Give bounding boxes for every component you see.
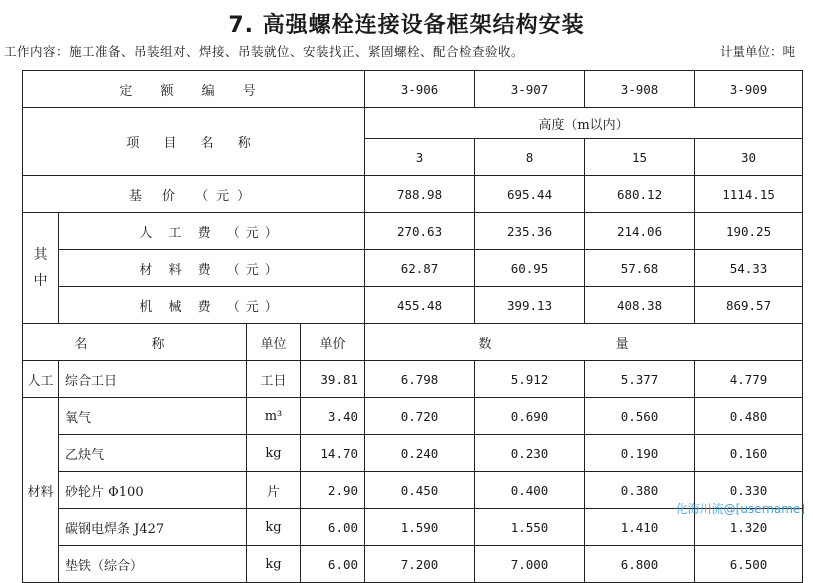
material-unit: 片 xyxy=(247,472,301,509)
row-base-price xyxy=(23,176,803,213)
qty-value: 1.550 xyxy=(475,509,585,546)
qty-value: 0.400 xyxy=(475,472,585,509)
qty-value: 1.590 xyxy=(365,509,475,546)
work-content: 工作内容：施工准备、吊装组对、焊接、吊装就位、安装找正、紧固螺栓、配合检查验收。 xyxy=(4,44,525,59)
sub-item-value: 455.48 xyxy=(365,287,475,324)
quota-id: 3-907 xyxy=(475,71,585,108)
row-labor xyxy=(23,361,803,398)
measurement-unit: 计量单位：吨 xyxy=(719,44,795,59)
base-price: 788.98 xyxy=(365,176,475,213)
base-price: 680.12 xyxy=(585,176,695,213)
qty-value: 0.690 xyxy=(475,398,585,435)
sub-item-value: 57.68 xyxy=(585,250,695,287)
qty-value: 1.320 xyxy=(695,509,803,546)
qty-value: 1.410 xyxy=(585,509,695,546)
material-name: 砂轮片 Φ100 xyxy=(59,472,247,509)
material-price: 3.40 xyxy=(301,398,365,435)
height-value: 8 xyxy=(475,139,585,176)
qty-value: 0.560 xyxy=(585,398,695,435)
height-label: 高度（m以内） xyxy=(365,108,803,139)
sub-item-value: 399.13 xyxy=(475,287,585,324)
quota-label: 定 额 编 号 xyxy=(23,71,365,108)
row-column-headers xyxy=(23,324,803,361)
row-material-cost xyxy=(23,250,803,287)
row-machine-cost xyxy=(23,287,803,324)
base-price-label: 基 价 （元） xyxy=(23,176,365,213)
material-unit: 工日 xyxy=(247,361,301,398)
sub-item-value: 190.25 xyxy=(695,213,803,250)
material-price: 2.90 xyxy=(301,472,365,509)
material-name: 氧气 xyxy=(59,398,247,435)
height-value: 30 xyxy=(695,139,803,176)
material-price: 39.81 xyxy=(301,361,365,398)
sub-item-value: 60.95 xyxy=(475,250,585,287)
row-material xyxy=(23,546,803,583)
qty-value: 0.230 xyxy=(475,435,585,472)
sub-item-value: 235.36 xyxy=(475,213,585,250)
sub-item-value: 214.06 xyxy=(585,213,695,250)
among-text: 其中 xyxy=(33,247,48,289)
material-unit: m³ xyxy=(247,398,301,435)
item-label: 项 目 名 称 xyxy=(23,108,365,176)
sub-item-label: 人 工 费 （元） xyxy=(59,213,365,250)
qty-value: 4.779 xyxy=(695,361,803,398)
qty-value: 6.798 xyxy=(365,361,475,398)
sub-item-value: 270.63 xyxy=(365,213,475,250)
height-value: 3 xyxy=(365,139,475,176)
category-labor: 人工 xyxy=(23,361,59,398)
col-unit-header: 单位 xyxy=(247,324,301,361)
row-material xyxy=(23,398,803,435)
qty-value: 7.000 xyxy=(475,546,585,583)
qty-value: 0.450 xyxy=(365,472,475,509)
sub-item-value: 408.38 xyxy=(585,287,695,324)
row-labor-cost xyxy=(23,213,803,250)
qty-value: 0.720 xyxy=(365,398,475,435)
qty-value: 7.200 xyxy=(365,546,475,583)
sub-item-value: 869.57 xyxy=(695,287,803,324)
qty-value: 0.380 xyxy=(585,472,695,509)
material-name: 垫铁（综合） xyxy=(59,546,247,583)
qty-value: 6.800 xyxy=(585,546,695,583)
material-name: 乙炔气 xyxy=(59,435,247,472)
material-price: 6.00 xyxy=(301,546,365,583)
sub-item-value: 62.87 xyxy=(365,250,475,287)
material-name: 综合工日 xyxy=(59,361,247,398)
material-name: 碳钢电焊条 J427 xyxy=(59,509,247,546)
qty-value: 6.500 xyxy=(695,546,803,583)
sub-item-label: 机 械 费 （元） xyxy=(59,287,365,324)
watermark: 化海川流@[username] xyxy=(675,502,805,516)
qty-value: 5.377 xyxy=(585,361,695,398)
category-material: 材料 xyxy=(23,398,59,583)
base-price: 695.44 xyxy=(475,176,585,213)
base-price: 1114.15 xyxy=(695,176,803,213)
qty-value: 0.190 xyxy=(585,435,695,472)
among-label xyxy=(23,213,59,324)
qty-value: 0.240 xyxy=(365,435,475,472)
col-price-header: 单价 xyxy=(301,324,365,361)
qty-value: 5.912 xyxy=(475,361,585,398)
quota-id: 3-906 xyxy=(365,71,475,108)
quota-id: 3-909 xyxy=(695,71,803,108)
quota-id: 3-908 xyxy=(585,71,695,108)
row-quota-id xyxy=(23,71,803,108)
qty-value: 0.330 xyxy=(695,472,803,509)
sub-item-label: 材 料 费 （元） xyxy=(59,250,365,287)
col-name-header: 名 称 xyxy=(23,324,247,361)
row-height-header xyxy=(23,108,803,139)
height-value: 15 xyxy=(585,139,695,176)
material-unit: kg xyxy=(247,509,301,546)
col-qty-header: 数 量 xyxy=(365,324,803,361)
qty-value: 0.160 xyxy=(695,435,803,472)
qty-value: 0.480 xyxy=(695,398,803,435)
material-price: 6.00 xyxy=(301,509,365,546)
page-title: 7. 高强螺栓连接设备框架结构安装 xyxy=(228,13,585,38)
sub-item-value: 54.33 xyxy=(695,250,803,287)
material-unit: kg xyxy=(247,435,301,472)
material-unit: kg xyxy=(247,546,301,583)
material-price: 14.70 xyxy=(301,435,365,472)
row-material xyxy=(23,435,803,472)
